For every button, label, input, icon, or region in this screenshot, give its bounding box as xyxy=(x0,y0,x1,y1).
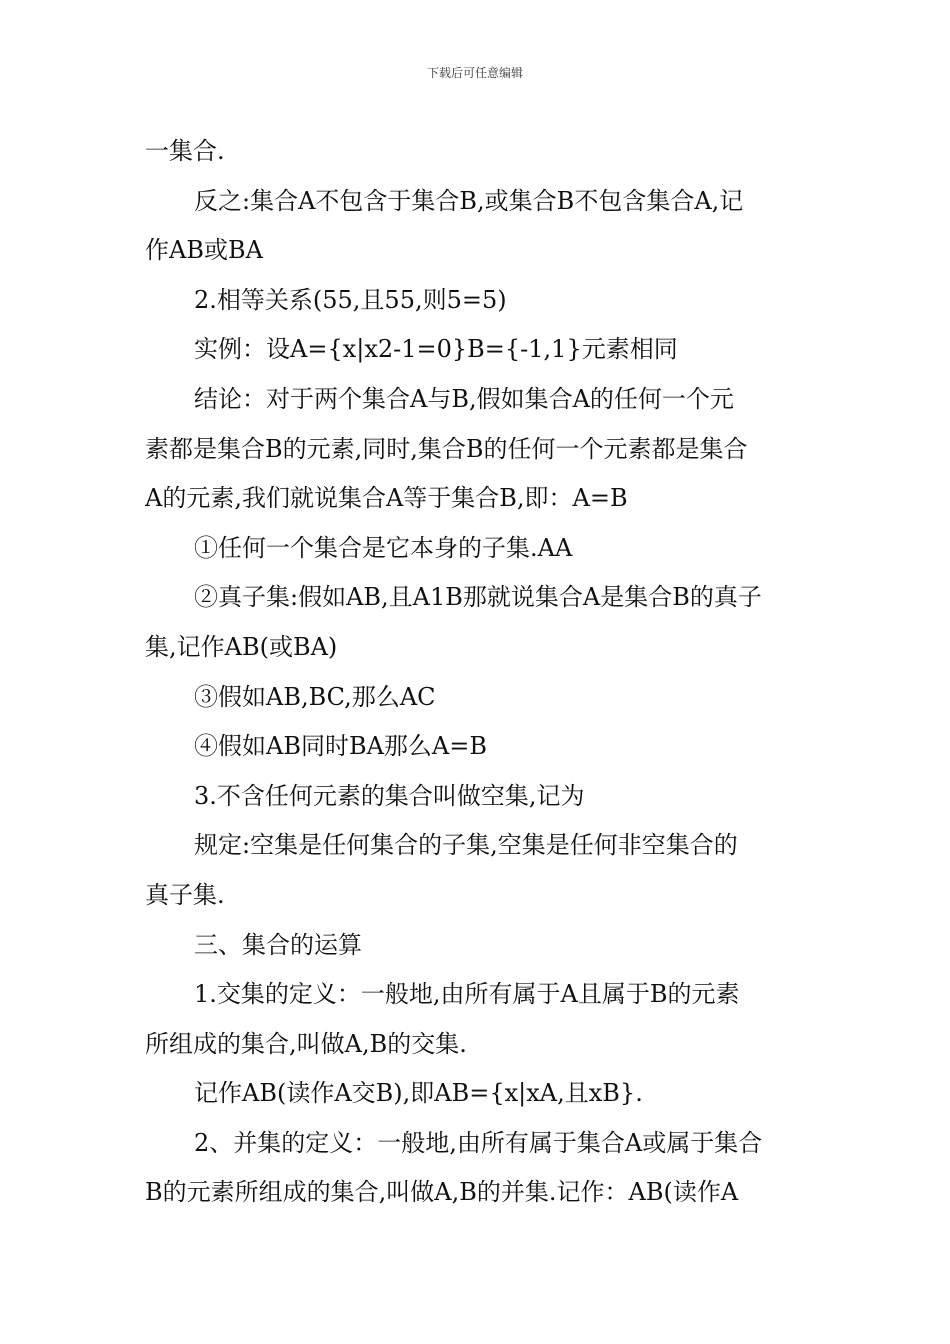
text-line: 作AB或BA xyxy=(145,236,263,265)
text-line: 反之:集合A不包含于集合B,或集合B不包含集合A,记 xyxy=(194,186,744,215)
page-header: 下载后可任意编辑 xyxy=(426,66,523,80)
text-line: A的元素,我们就说集合A等于集合B,即：A=B xyxy=(145,484,628,513)
text-line: 1.交集的定义：一般地,由所有属于A且属于B的元素 xyxy=(194,980,740,1009)
text-line: ③假如AB,BC,那么AC xyxy=(194,682,436,711)
text-line: ①任何一个集合是它本身的子集.AA xyxy=(194,533,573,562)
text-line: 所组成的集合,叫做A,B的交集. xyxy=(145,1029,467,1058)
text-line: B的元素所组成的集合,叫做A,B的并集.记作：AB(读作A xyxy=(145,1178,739,1207)
text-line: 记作AB(读作A交B),即AB={x|xA,且xB}. xyxy=(194,1079,643,1108)
text-line: 规定:空集是任何集合的子集,空集是任何非空集合的 xyxy=(194,831,738,860)
text-line: 3.不含任何元素的集合叫做空集,记为 xyxy=(194,781,585,810)
text-line: 2.相等关系(55,且55,则5=5) xyxy=(194,285,507,314)
document-body xyxy=(145,127,815,1218)
text-line: 集,记作AB(或BA) xyxy=(145,632,338,661)
text-line: 素都是集合B的元素,同时,集合B的任何一个元素都是集合 xyxy=(145,434,748,463)
text-line: 实例：设A={x|x2-1=0}B={-1,1}元素相同 xyxy=(194,335,678,364)
section-heading: 三、集合的运算 xyxy=(194,930,362,959)
text-line: 真子集. xyxy=(145,880,225,909)
text-line: 结论：对于两个集合A与B,假如集合A的任何一个元 xyxy=(194,384,734,413)
text-line: ④假如AB同时BA那么A=B xyxy=(194,732,488,761)
text-line: 2、并集的定义：一般地,由所有属于集合A或属于集合 xyxy=(194,1128,763,1157)
text-line: ②真子集:假如AB,且A1B那就说集合A是集合B的真子 xyxy=(194,583,762,612)
text-line: 一集合. xyxy=(145,137,225,165)
